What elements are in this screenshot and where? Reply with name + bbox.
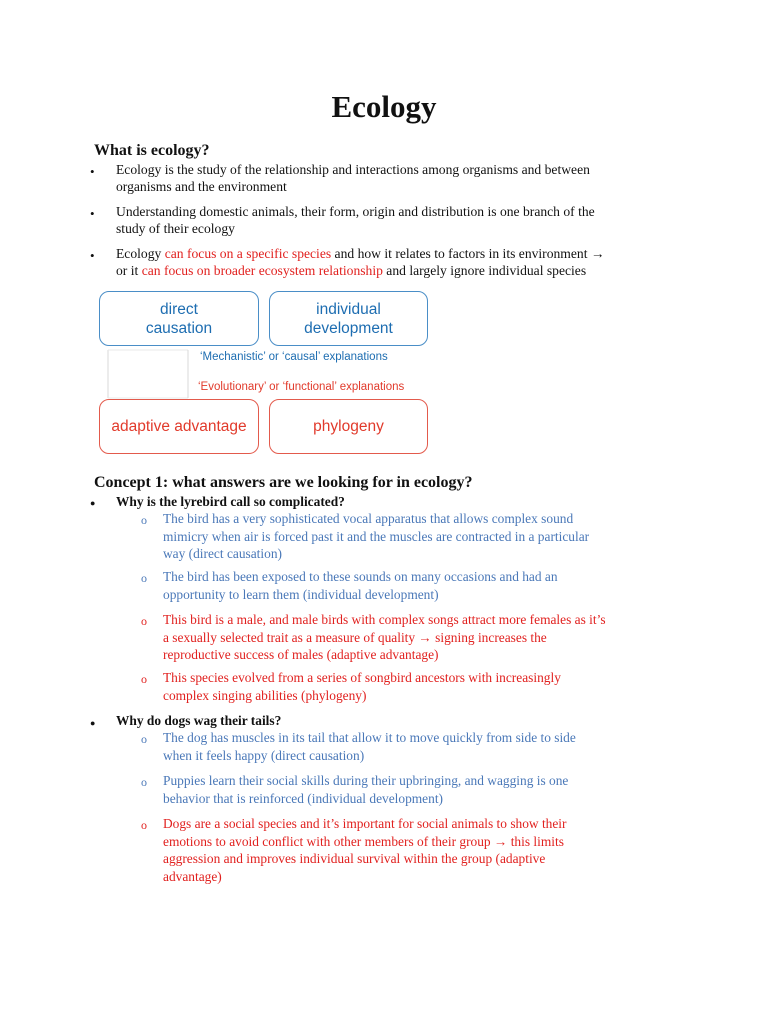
- text-line: Ecology can focus on a specific species and how it relates to factors in its environment →: [116, 246, 605, 261]
- text-line: Dogs are a social species and it’s important for social animals to show their: [163, 816, 567, 831]
- text-line: The bird has been exposed to these sounds on many occasions and had an: [163, 569, 558, 584]
- bullet-marker: •: [90, 206, 95, 221]
- sub-bullet-marker: o: [141, 513, 147, 527]
- section-heading-concept-1: Concept 1: what answers are we looking for in ecology?: [94, 474, 473, 491]
- bullet-marker: •: [90, 248, 95, 263]
- evolutionary-label: ‘Evolutionary’ or ‘functional’ explanations: [198, 381, 405, 393]
- bullet-domestic-animals: [116, 203, 676, 237]
- adaptive-advantage-box: adaptive advantage: [99, 399, 259, 454]
- text-line: aggression and improves individual survival within the group (adaptive: [163, 851, 546, 866]
- individual-development-box: [269, 291, 428, 346]
- bullet-ecology-definition: [116, 161, 676, 195]
- mechanistic-label: ‘Mechanistic’ or ‘causal’ explanations: [200, 351, 388, 363]
- bullet-marker: •: [90, 164, 95, 179]
- page-title: Ecology: [331, 89, 437, 124]
- text-line: or it can focus on broader ecosystem relationship and largely ignore individual species: [116, 263, 587, 278]
- sub-bullet-marker: o: [141, 614, 147, 628]
- bullet-marker: ●: [90, 718, 96, 728]
- text-line: The bird has a very sophisticated vocal apparatus that allows complex sound: [163, 511, 574, 526]
- text-line: Ecology is the study of the relationship and interactions among organisms and between: [116, 162, 590, 177]
- answer-lyrebird-direct-causation: [163, 510, 683, 563]
- tinbergen-questions-diagram: [96, 288, 434, 458]
- text-line: behavior that is reinforced (individual development): [163, 790, 443, 806]
- phylogeny-box: phylogeny: [269, 399, 428, 454]
- sub-bullet-marker: o: [141, 672, 147, 686]
- question-lyrebird: Why is the lyrebird call so complicated?: [116, 494, 345, 509]
- sub-bullet-marker: o: [141, 732, 147, 746]
- answer-lyrebird-phylogeny: [163, 669, 683, 704]
- bullet-ecology-focus: [116, 245, 676, 279]
- box-line: development: [304, 319, 393, 337]
- question-dogs-wag-tails: Why do dogs wag their tails?: [116, 713, 282, 728]
- answer-dogs-adaptive-advantage: [163, 815, 683, 885]
- answer-dogs-individual-development: [163, 772, 683, 807]
- direct-causation-box: [99, 291, 259, 346]
- text-line: Puppies learn their social skills during their upbringing, and wagging is one: [163, 773, 569, 788]
- text-line: organisms and the environment: [116, 179, 287, 194]
- text-line: a sexually selected trait as a measure of quality → signing increases the: [163, 629, 547, 645]
- text-line: This bird is a male, and male birds with complex songs attract more females as it’s: [163, 612, 606, 627]
- answer-dogs-direct-causation: [163, 729, 683, 764]
- text-line: The dog has muscles in its tail that allow it to move quickly from side to side: [163, 730, 576, 745]
- section-heading-what-is-ecology: What is ecology?: [94, 142, 210, 159]
- text-line: study of their ecology: [116, 221, 235, 236]
- text-line: way (direct causation): [163, 546, 282, 561]
- text-line: advantage): [163, 868, 222, 884]
- sub-bullet-marker: o: [141, 818, 147, 832]
- sub-bullet-marker: o: [141, 775, 147, 789]
- box-line: direct: [160, 300, 198, 318]
- answer-lyrebird-individual-development: [163, 568, 683, 603]
- text-line: emotions to avoid conflict with other members of their group → this limits: [163, 833, 564, 849]
- sub-bullet-marker: o: [141, 571, 147, 585]
- text-line: Understanding domestic animals, their form, origin and distribution is one branch of the: [116, 204, 595, 219]
- box-line: individual: [316, 300, 381, 318]
- text-line: reproductive success of males (adaptive advantage): [163, 647, 439, 662]
- bullet-marker: ●: [90, 498, 96, 508]
- text-line: when it feels happy (direct causation): [163, 747, 365, 763]
- text-line: opportunity to learn them (individual development): [163, 586, 439, 602]
- answer-lyrebird-adaptive-advantage: [163, 611, 683, 664]
- text-line: complex singing abilities (phylogeny): [163, 687, 367, 703]
- text-line: This species evolved from a series of songbird ancestors with increasingly: [163, 670, 561, 685]
- box-line: causation: [145, 319, 213, 337]
- text-line: mimicry when air is forced past it and the muscles are contracted in a particular: [163, 528, 590, 544]
